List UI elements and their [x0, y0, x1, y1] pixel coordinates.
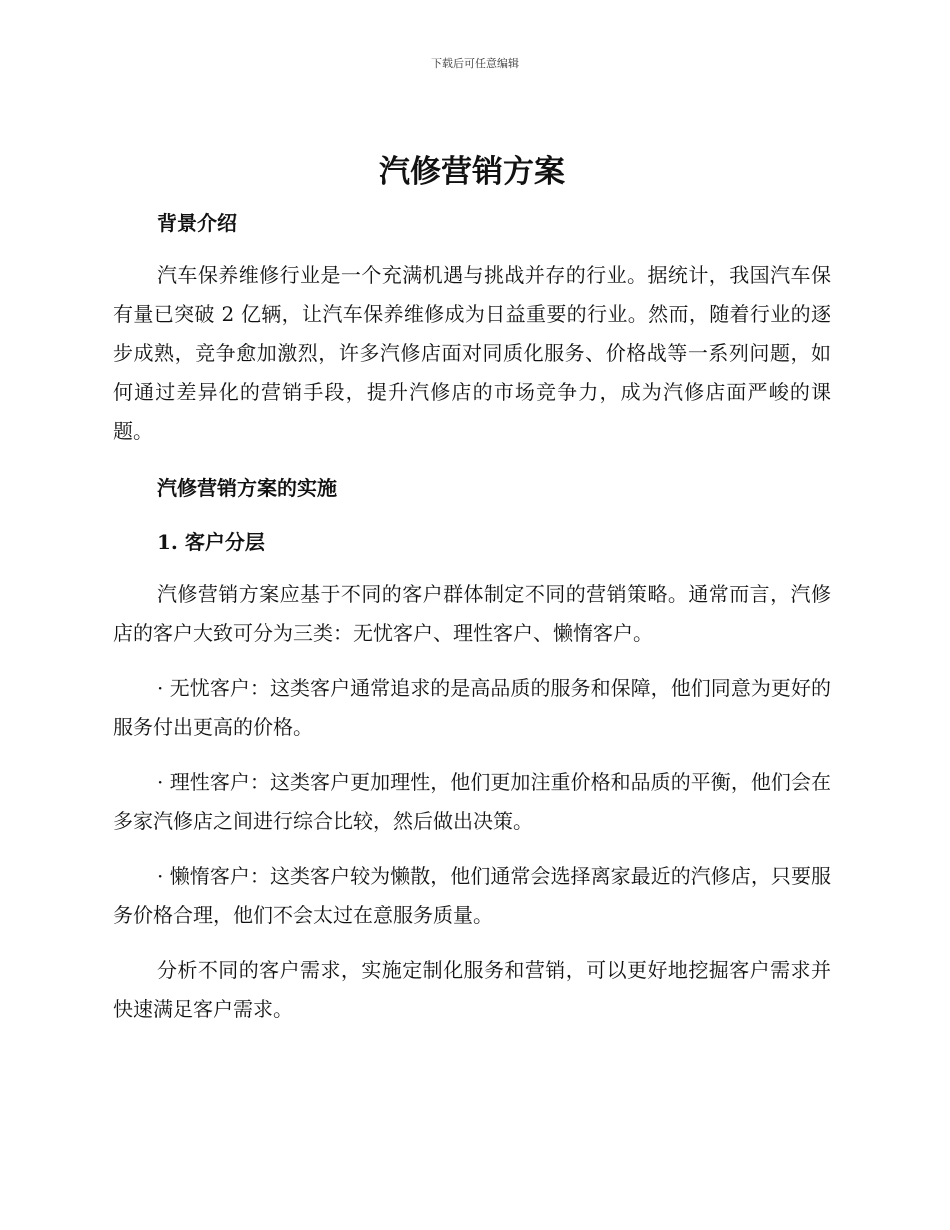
section-heading-implementation: 汽修营销方案的实施 — [157, 476, 337, 500]
header-note: 下载后可任意编辑 — [431, 57, 519, 70]
bullet-worry-free: · 无忧客户：这类客户通常追求的是高品质的服务和保障，他们同意为更好的服务付出更高的价格。 — [113, 676, 831, 739]
paragraph-closing: 分析不同的客户需求，实施定制化服务和营销，可以更好地挖掘客户需求并快速满足客户需求。 — [113, 958, 831, 1021]
bullet-rational: · 理性客户：这类客户更加理性，他们更加注重价格和品质的平衡，他们会在多家汽修店之间进行综合比较，然后做出决策。 — [113, 770, 831, 833]
paragraph-segmentation: 汽修营销方案应基于不同的客户群体制定不同的营销策略。通常而言，汽修店的客户大致可分为三类：无忧客户、理性客户、懒惰客户。 — [113, 582, 831, 645]
paragraph-background: 汽车保养维修行业是一个充满机遇与挑战并存的行业。据统计，我国汽车保有量已突破 2 亿辆，让汽车保养维修成为日益重要的行业。然而，随着行业的逐步成熟，竞争愈加激烈，许多汽修店面对同质化服务、价格战等一系列问题，如何通过差异化的营销手段，提升汽修店的市场竞争力，成为汽修店面严峻的课题。 — [113, 263, 831, 443]
document-title: 汽修营销方案 — [379, 154, 565, 190]
section-heading-background: 背景介绍 — [157, 211, 237, 235]
document-body — [113, 148, 831, 1045]
section-heading-segmentation: 1. 客户分层 — [157, 530, 265, 554]
bullet-lazy: · 懒惰客户：这类客户较为懒散，他们通常会选择离家最近的汽修店，只要服务价格合理，他们不会太过在意服务质量。 — [113, 864, 831, 927]
